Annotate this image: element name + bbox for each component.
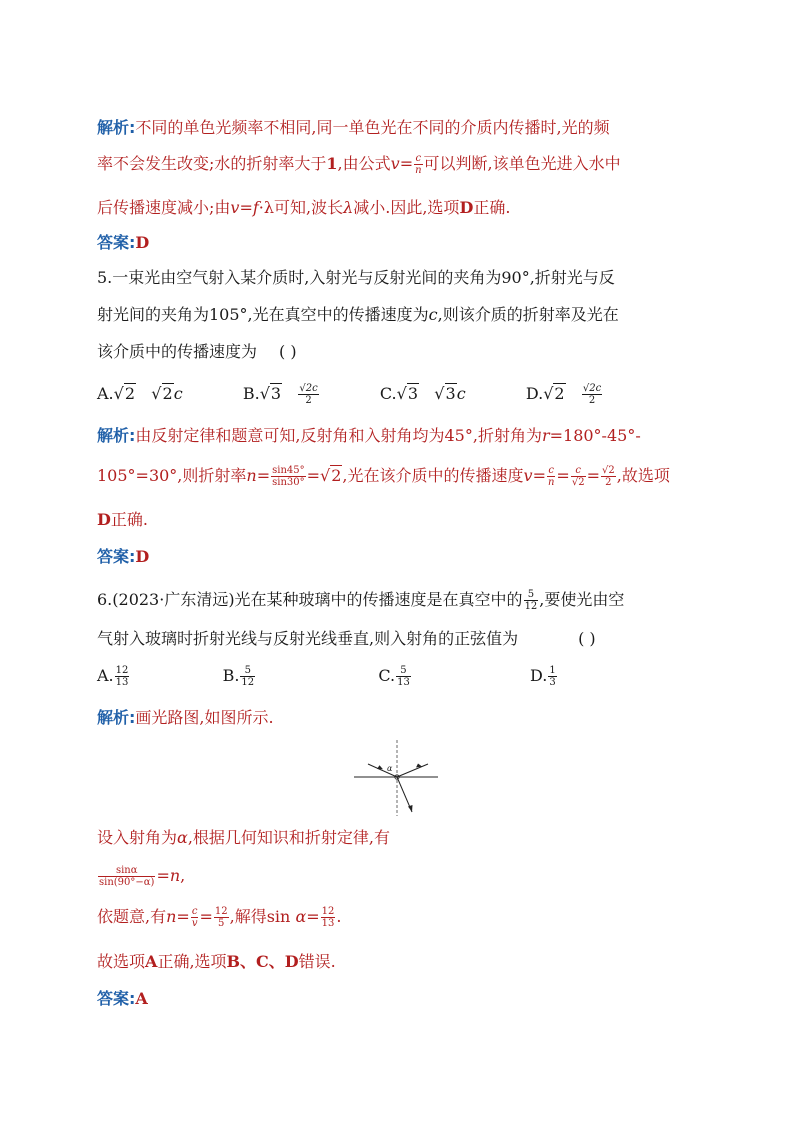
option-a: A. $\frac{12}{13}$ xyxy=(97,665,129,688)
answer-value: A xyxy=(135,989,148,1008)
q6-analysis-line-2: 设入射角为α,根据几何知识和折射定律,有 xyxy=(97,828,391,847)
light-path-diagram xyxy=(352,738,442,818)
answer-label: 答案: xyxy=(97,547,136,566)
fraction: $\frac{c}{n}$ xyxy=(415,153,422,176)
answer-bracket: ( ) xyxy=(279,342,297,361)
q6-formula: $\frac{\sin\alpha}{\sin(90^\circ-\alpha)}$ =n, xyxy=(99,865,186,888)
analysis-label: 解析: xyxy=(97,118,136,137)
q5-options xyxy=(97,382,603,406)
q6-options xyxy=(97,664,558,688)
answer-label: 答案: xyxy=(97,989,136,1008)
answer-bracket: ( ) xyxy=(578,629,596,648)
q6-analysis-line-1: 解析:画光路图,如图所示. xyxy=(97,708,274,727)
option-d: D. $\frac{1}{3}$ xyxy=(530,665,556,688)
q4-analysis-line-2: 率不会发生改变;水的折射率大于1,由公式v= $\frac{c}{n}$ 可以判断,该单色光进入水中 xyxy=(97,153,621,176)
answer-label: 答案: xyxy=(97,233,136,252)
analysis-label: 解析: xyxy=(97,426,136,445)
answer-value: D xyxy=(135,233,150,252)
q5-answer xyxy=(97,545,149,569)
q5-analysis-line-1: 解析:由反射定律和题意可知,反射角和入射角均为45°,折射角为r=180°-45°- xyxy=(97,426,641,445)
option-a: A.√2 √2c xyxy=(97,384,183,403)
q5-analysis-line-2: 105°=30°,则折射率n= $\frac{\sin 45^\circ}{\sin 30^\circ}$ =√2,光在该介质中的传播速度v= $\frac{c}{n}$ = $\frac{c}{√2}$ = $\frac{√2}{2}$ ,故选项 xyxy=(97,465,670,488)
q5-analysis-line-3: D正确. xyxy=(97,510,148,529)
q6-analysis-line-5: 故选项A正确,选项B、C、D错误. xyxy=(97,952,336,971)
option-b: B.√3 $\frac{√2c}{2}$ xyxy=(242,383,318,406)
q6-analysis-line-4: 依题意,有n= $\frac{c}{v}$ = $\frac{12}{5}$ ,解得sin α= $\frac{12}{13}$ . xyxy=(97,906,342,929)
option-d: D.√2 $\frac{√2c}{2}$ xyxy=(525,383,602,406)
q5-stem-line-3: 该介质中的传播速度为 ( ) xyxy=(97,342,297,361)
q4-analysis-line-1: 解析:不同的单色光频率不相同,同一单色光在不同的介质内传播时,光的频 xyxy=(97,118,610,137)
q5-stem-line-1: 5.一束光由空气射入某介质时,入射光与反射光间的夹角为90°,折射光与反 xyxy=(97,268,615,287)
analysis-label: 解析: xyxy=(97,708,136,727)
q6-stem-line-2: 气射入玻璃时折射光线与反射光线垂直,则入射角的正弦值为 ( ) xyxy=(97,629,596,648)
answer-value: D xyxy=(135,547,150,566)
q6-answer xyxy=(97,987,148,1011)
q5-stem-line-2: 射光间的夹角为105°,光在真空中的传播速度为c,则该介质的折射率及光在 xyxy=(97,305,619,324)
option-c: C. $\frac{5}{13}$ xyxy=(378,665,410,688)
q4-answer xyxy=(97,231,149,255)
option-b: B. $\frac{5}{12}$ xyxy=(222,665,255,688)
q6-stem-line-1: 6.(2023·广东清远)光在某种玻璃中的传播速度是在真空中的 $\frac{5}{12}$ ,要使光由空 xyxy=(97,589,625,612)
q4-analysis-line-3: 后传播速度减小;由v=f·λ可知,波长λ减小.因此,选项D正确. xyxy=(97,198,511,217)
option-c: C.√3 √3c xyxy=(379,384,466,403)
angle-label: α xyxy=(387,764,393,773)
